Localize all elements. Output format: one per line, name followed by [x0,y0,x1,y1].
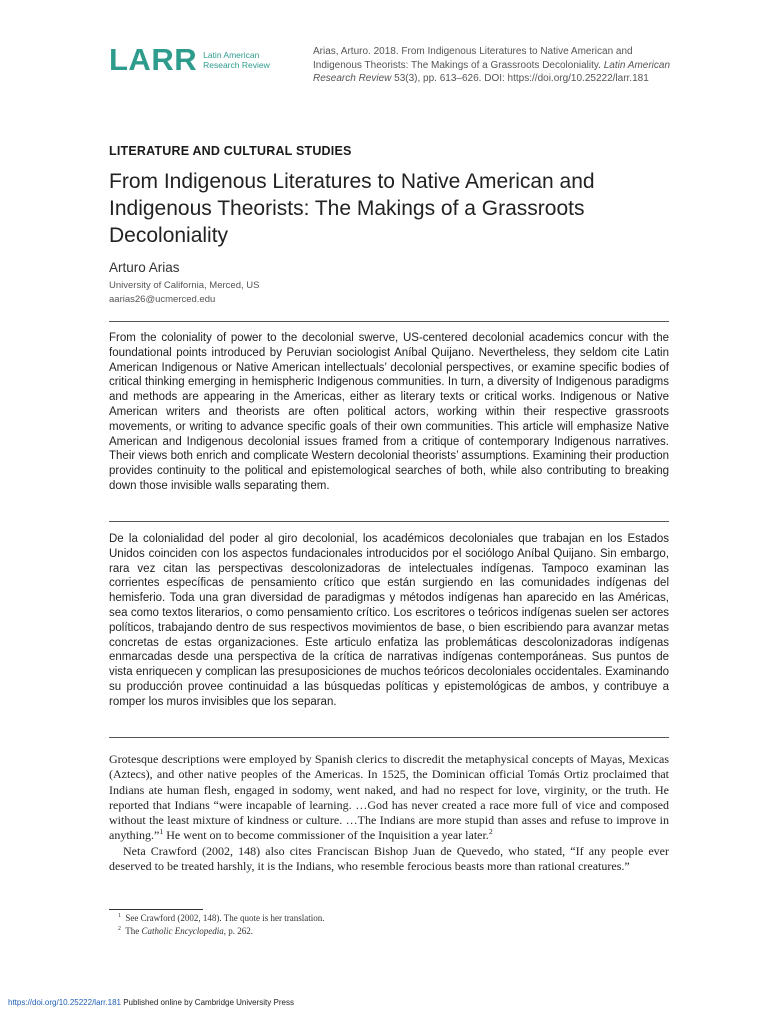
divider [109,321,669,322]
article-title: From Indigenous Literatures to Native American and Indigenous Theorists: The Makings of a Grassroots Decoloniality [109,170,595,247]
divider [109,521,669,522]
journal-logo [109,44,270,75]
footnote-divider [109,909,203,910]
abstract-spanish: De la colonialidad del poder al giro decolonial, los académicos decoloniales que trabajan en los Estados Unidos coinciden con los aspectos fundacionales introducidos por el sociólogo Aníbal Quijano. Sin embargo, rara vez citan las perspectivas descolonizadoras de intelectuales indígenas. Tampoco examinan las corrientes específicas de pensamiento crítico que están surgiendo en las comunidades indígenas del hemisferio. Toda una gran diversidad de paradigmas y métodos indígenas han aparecido en las Américas, sea como textos literarios, o como pensamiento crítico. Los escritores o teóricos indígenas suelen ser actores políticos, trabajando dentro de sus respectivos movimientos de base, o bien escribiendo para avanzar metas concretas de estas organizaciones. Este articulo enfatiza las problemáticas descolonizadoras indígenas enmarcadas desde una perspectiva de la crítica de narrativas indígenas contemporáneas. Sus puntos de vista enriquecen y complican las presuposiciones de muchos teóricos decoloniales occidentales. Examinando su producción provee continuidad a las búsquedas políticas y epistemológicas de ambos, y contribuye a romper los muros invisibles que los separan. [109,533,669,708]
citation-header: Arias, Arturo. 2018. From Indigenous Literatures to Native American and Indigenous Theorists: The Makings of a Grassroots Decoloniality. Latin American Research Review 53(3), pp. 613–626. DOI: https://doi.org/10.25222/larr.181 [313,46,671,84]
footnote-ref[interactable]: 2 [488,827,493,837]
divider [109,737,669,738]
footnotes [118,912,324,938]
doi-link[interactable]: https://doi.org/10.25222/larr.181 [8,998,121,1007]
footnote-1: $^1$ See Crawford (2002, 148). The quote is her translation. [118,913,325,923]
section-label: LITERATURE AND CULTURAL STUDIES [109,144,352,158]
footnote-2: $^2$ The Catholic Encyclopedia, p. 262. [118,926,253,936]
body-paragraph: Neta Crawford (2002, 148) also cites Franciscan Bishop Juan de Quevedo, who stated, “If any people ever deserved to be treated harshly, it is the Indians, who resemble ferocious beasts more than rational creatures.” [109,843,669,874]
page-footer: https://doi.org/10.25222/larr.181 Published online by Cambridge University Press [8,998,294,1007]
body-paragraph: Grotesque descriptions were employed by Spanish clerics to discredit the metaphysical concepts of Mayas, Mexicas (Aztecs), and other native peoples of the Americas. In 1525, the Dominican official Tomás Ortiz proclaimed that Indians ate human flesh, engaged in sodomy, went naked, and had no respect for love, virginity, or the truth. He reported that Indians “were incapable of learning. …God has never created a race more full of vice and composed without the least mixture of kindness or culture. …The Indians are more stupid than asses and refuse to improve in anything.”$^1$ He went on to become commissioner of the Inquisition a year later.$^2$ [109,752,669,843]
article-body [109,752,669,874]
author-name: Arturo Arias [109,260,180,275]
author-affiliation: University of California, Merced, US aarias26@ucmerced.edu [109,280,260,305]
logo-subtitle: Latin American Research Review [203,49,270,70]
logo-mark: LARR [109,42,198,77]
abstract-english: From the coloniality of power to the decolonial swerve, US-centered decolonial academics concur with the foundational points introduced by Peruvian sociologist Aníbal Quijano. Nevertheless, they seldom cite Latin American Indigenous or Native American intellectuals’ decolonial perspectives, or examine specific bodies of critical thinking emerging in hemispheric Indigenous communities. In turn, a diversity of Indigenous paradigms and methods are appearing in the Americas, either as literary texts or critical works. Indigenous or Native American writers and theorists are often political actors, working within their respective grassroots movements, or writing to advance specific goals of their own communities. This article will emphasize Native American and Indigenous decolonial issues framed from a critique of contemporary Indigenous narratives. Their views both enrich and complicate Western decolonial theorists’ assumptions. Examining their production provides continuity to the political and epistemological searches of both, while also contributing to breaking down those invisible walls separating them. [109,332,669,492]
author-email[interactable]: aarias26@ucmerced.edu [109,294,216,305]
footnote-ref[interactable]: 1 [159,827,164,837]
